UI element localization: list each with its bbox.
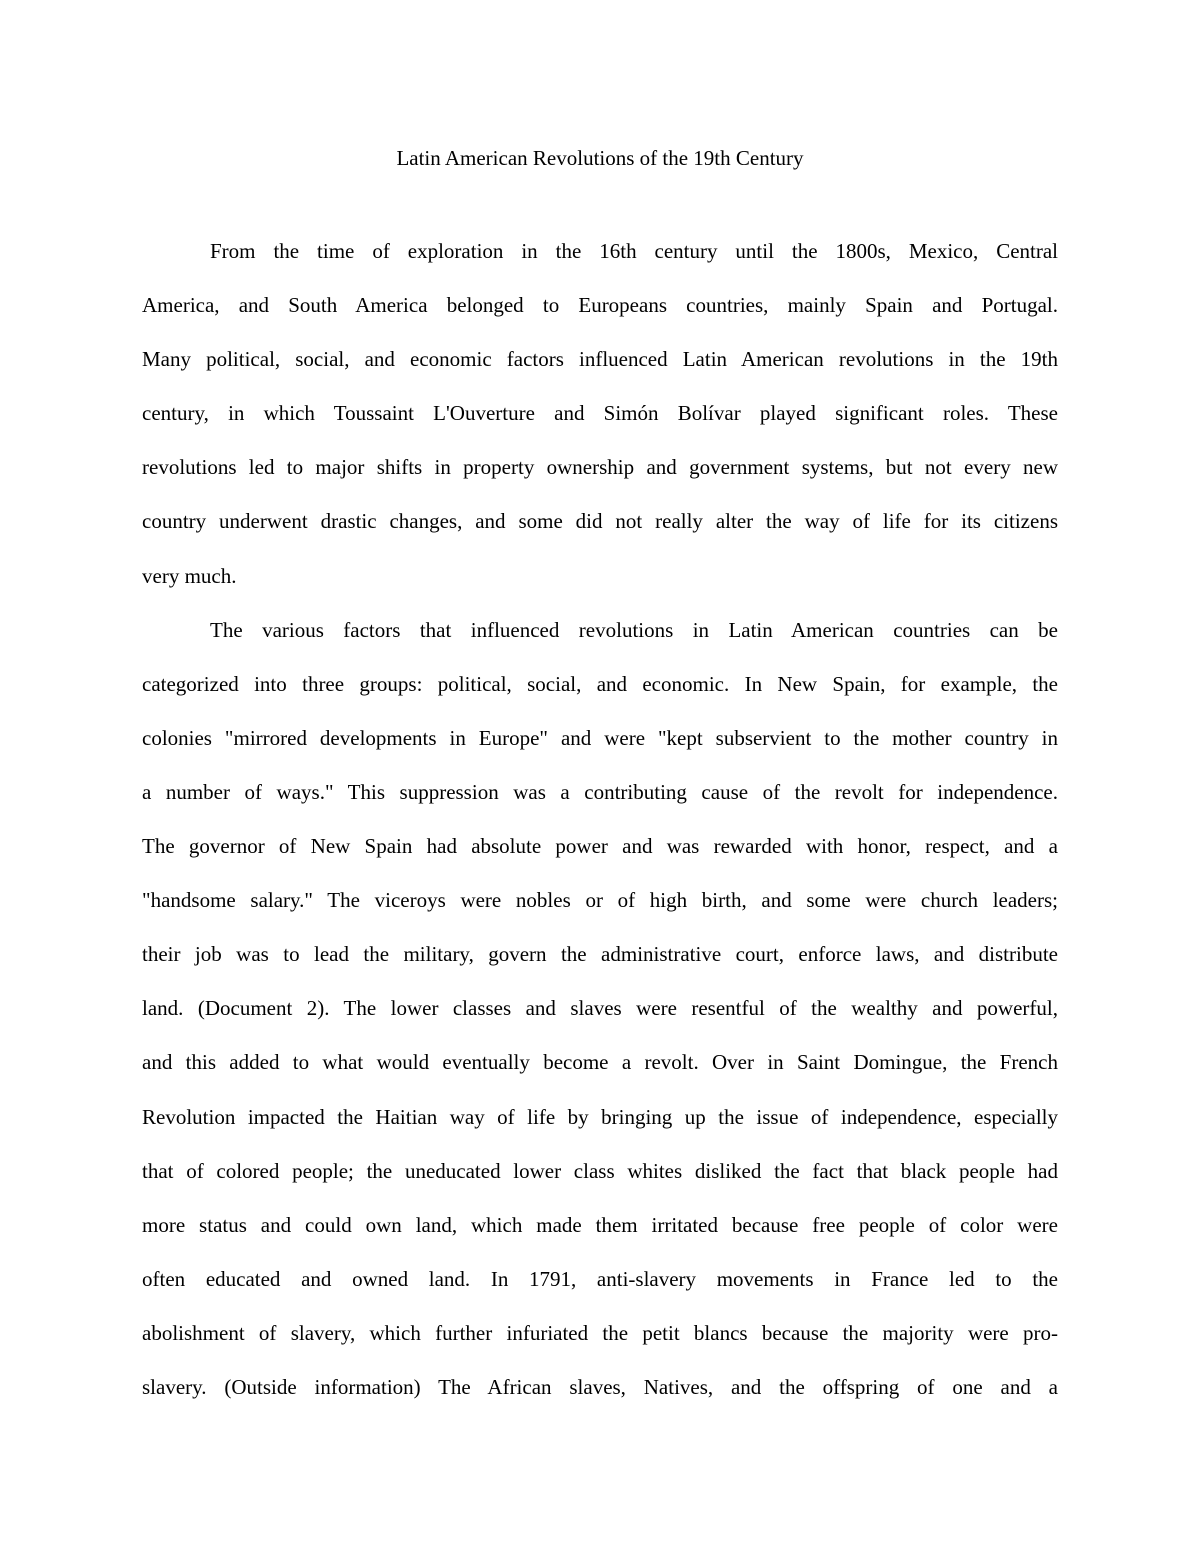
document-body	[142, 224, 1058, 1414]
paragraph-line: From the time of exploration in the 16th century until the 1800s, Mexico, Central	[210, 239, 1058, 263]
paragraph-line: abolishment of slavery, which further infuriated the petit blancs because the majority were pro-	[142, 1320, 1058, 1345]
paragraph-line: The various factors that influenced revolutions in Latin American countries can be	[210, 617, 1058, 642]
paragraph-line: and this added to what would eventually become a revolt. Over in Saint Domingue, the French	[142, 1050, 1058, 1075]
paragraph-line: The governor of New Spain had absolute power and was rewarded with honor, respect, and a	[142, 834, 1058, 859]
paragraph-line: revolutions led to major shifts in property ownership and government systems, but not every new	[142, 455, 1058, 480]
document-title: Latin American Revolutions of the 19th Century	[396, 146, 804, 170]
paragraph-line: that of colored people; the uneducated lower class whites disliked the fact that black people had	[142, 1158, 1058, 1183]
paragraph-line: America, and South America belonged to Europeans countries, mainly Spain and Portugal.	[142, 293, 1058, 318]
paragraph-line: more status and could own land, which made them irritated because free people of color were	[142, 1212, 1058, 1237]
paragraph-line: Many political, social, and economic factors influenced Latin American revolutions in the 19th	[142, 347, 1058, 372]
paragraph-line: land. (Document 2). The lower classes and slaves were resentful of the wealthy and powerful,	[142, 996, 1058, 1021]
paragraph-line: their job was to lead the military, govern the administrative court, enforce laws, and distribute	[142, 942, 1058, 967]
paragraph-line: country underwent drastic changes, and some did not really alter the way of life for its citizens	[142, 509, 1058, 534]
paragraph-line: Revolution impacted the Haitian way of life by bringing up the issue of independence, especially	[142, 1104, 1058, 1129]
paragraph-line: often educated and owned land. In 1791, anti-slavery movements in France led to the	[142, 1266, 1058, 1291]
paragraph-line: century, in which Toussaint L'Ouverture and Simón Bolívar played significant roles. These	[142, 401, 1058, 426]
paragraph-line: "handsome salary." The viceroys were nobles or of high birth, and some were church leaders;	[142, 888, 1058, 913]
paragraph-line: a number of ways." This suppression was a contributing cause of the revolt for independence.	[142, 779, 1058, 804]
paragraph-line: slavery. (Outside information) The African slaves, Natives, and the offspring of one and a	[142, 1374, 1058, 1399]
paragraph-line: colonies "mirrored developments in Europe" and were "kept subservient to the mother country in	[142, 725, 1058, 750]
paragraph-line: very much.	[142, 563, 237, 588]
paragraph-line: categorized into three groups: political, social, and economic. In New Spain, for example, the	[142, 671, 1058, 696]
